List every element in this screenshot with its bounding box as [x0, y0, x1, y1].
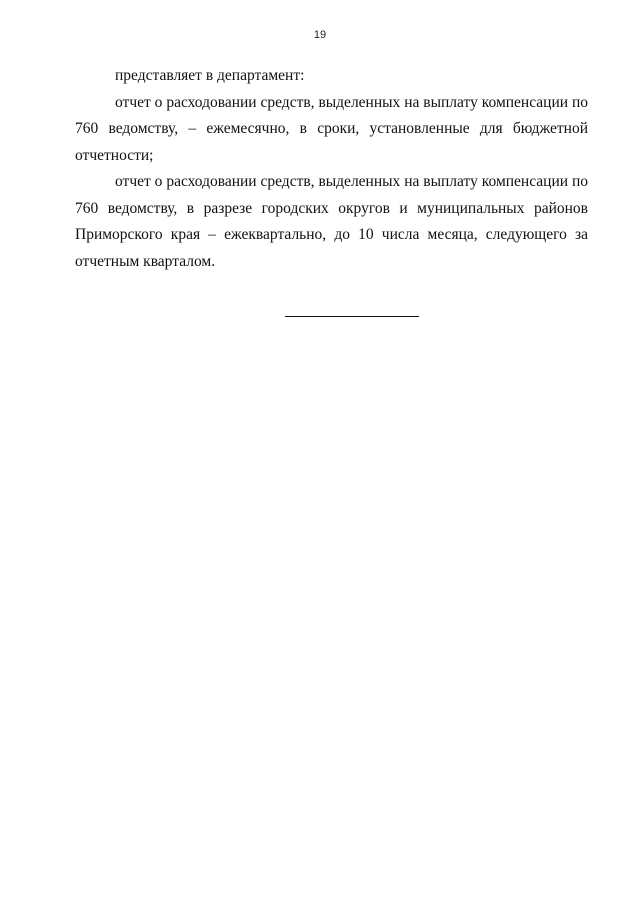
paragraph-monthly-report: отчет о расходовании средств, выделенных на выплату компенсации по 760 ведомству, – ежемесячно, в сроки, установленные для бюджетной отчетности; — [75, 93, 588, 164]
end-divider-line — [285, 316, 419, 317]
document-body — [75, 63, 588, 275]
page-number: 19 — [313, 29, 327, 41]
paragraph-quarterly-report: отчет о расходовании средств, выделенных на выплату компенсации по 760 ведомству, в разрезе городских округов и муниципальных районов Приморского края – ежеквартально, до 10 числа месяца, следующего за отчетным кварталом. — [75, 173, 588, 270]
paragraph-intro: представляет в департамент: — [115, 67, 305, 84]
